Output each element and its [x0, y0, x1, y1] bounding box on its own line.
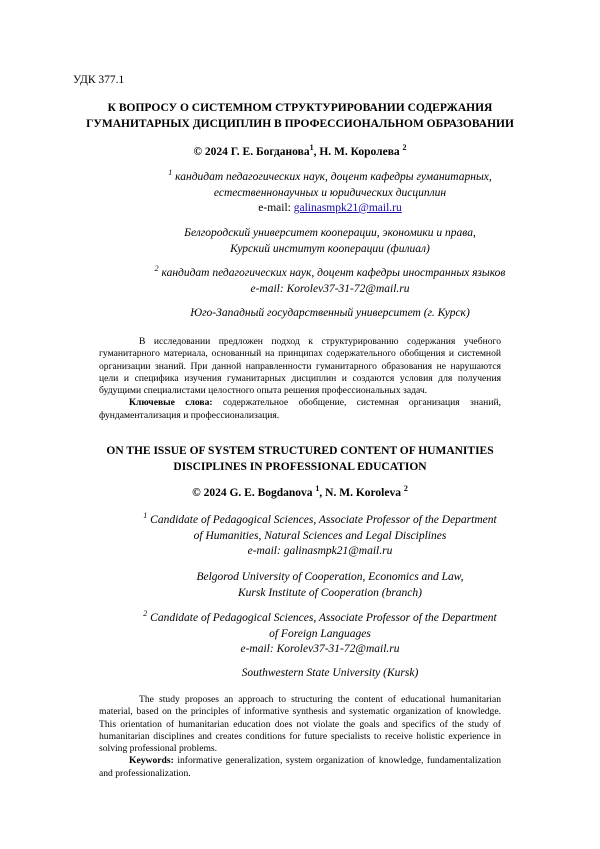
en-aff1-line1: Candidate of Pedagogical Sciences, Associate Professor of the Department — [150, 514, 497, 526]
en-organization-2 — [120, 666, 540, 682]
ru-title — [60, 100, 540, 132]
ru-organization-1 — [120, 226, 540, 257]
ru-aff2-sup: 2 — [154, 264, 159, 274]
ru-org1-line2: Курский институт кооперации (филиал) — [230, 242, 430, 255]
en-title — [60, 443, 540, 475]
en-org1-line1: Belgorod University of Cooperation, Economics and Law, — [196, 571, 464, 583]
en-email1: e-mail: galinasmpk21@mail.ru — [247, 545, 393, 557]
ru-affiliation-1 — [120, 170, 540, 217]
ru-organization-2 — [120, 306, 540, 322]
en-author2: , N. M. Koroleva — [319, 487, 401, 499]
ru-abstract-text: В исследовании предложен подход к структурированию содержания учебного гуманитарного материала, основанный на принципах содержательного обобщения и системной организации знаний. При данной направленности гуманитарного образования не нарушаются цели и специфика изучения гуманитарных дисциплин и создаются условия для получения будущими специалистами целостного опыта решения профессиональных задач. — [99, 336, 501, 397]
en-authors — [0, 484, 600, 499]
ru-author2-sup: 2 — [402, 143, 407, 153]
ru-aff2-line1: кандидат педагогических наук, доцент кафедры иностранных языков — [161, 267, 506, 279]
en-author1-sup: 1 — [315, 484, 320, 494]
udk-code: УДК 377.1 — [73, 74, 125, 86]
en-aff2-line2: of Foreign Languages — [269, 627, 371, 640]
ru-aff1-line1: кандидат педагогических наук, доцент кафедры гуманитарных, — [175, 171, 492, 183]
en-org2: Southwestern State University (Kursk) — [241, 667, 419, 679]
en-aff2-sup: 2 — [143, 609, 148, 619]
en-title-line1: ON THE ISSUE OF SYSTEM STRUCTURED CONTENT OF HUMANITIES — [106, 445, 494, 457]
en-affiliation-1 — [100, 513, 540, 560]
ru-abstract — [99, 336, 501, 422]
ru-keywords-label: Ключевые слова: — [129, 397, 213, 409]
ru-aff1-sup: 1 — [168, 168, 173, 178]
en-organization-1 — [120, 570, 540, 601]
en-author1: © 2024 G. E. Bogdanova — [192, 487, 313, 499]
en-keywords: informative generalization, system organization of knowledge, fundamentalization and professionalization. — [99, 755, 501, 779]
ru-affiliation-2 — [120, 266, 540, 297]
ru-author1-sup: 1 — [309, 143, 314, 153]
en-aff2-line1: Candidate of Pedagogical Sciences, Associate Professor of the Department — [150, 612, 497, 624]
en-aff1-sup: 1 — [143, 511, 148, 521]
en-keywords-label: Keywords: — [129, 755, 174, 767]
en-org1-line2: Kursk Institute of Cooperation (branch) — [238, 586, 422, 599]
ru-email2: e-mail: Korolev37-31-72@mail.ru — [250, 282, 410, 295]
en-author2-sup: 2 — [403, 484, 408, 494]
ru-org1-line1: Белгородский университет кооперации, экономики и права, — [184, 227, 476, 239]
en-abstract — [99, 694, 501, 780]
ru-title-line2: ГУМАНИТАРНЫХ ДИСЦИПЛИН В ПРОФЕССИОНАЛЬНОМ ОБРАЗОВАНИИ — [86, 118, 514, 130]
en-email2: e-mail: Korolev37-31-72@mail.ru — [240, 643, 400, 655]
ru-author2: , Н. М. Королева — [313, 146, 400, 158]
ru-author1: © 2024 Г. Е. Богданова — [193, 146, 310, 158]
en-aff1-line2: of Humanities, Natural Sciences and Legal Disciplines — [193, 529, 447, 542]
ru-email1-label: e-mail: — [258, 202, 291, 214]
ru-title-line1: К ВОПРОСУ О СИСТЕМНОМ СТРУКТУРИРОВАНИИ СОДЕРЖАНИЯ — [107, 102, 493, 114]
ru-email1-link[interactable]: galinasmpk21@mail.ru — [293, 202, 402, 214]
en-affiliation-2 — [100, 611, 540, 658]
en-abstract-text: The study proposes an approach to structuring the content of educational humanitarian material, based on the principles of informative synthesis and systematic organization of knowledge. This orientation of humanitarian education does not violate the goals and specifics of the study of humanitarian disciplines and creates conditions for future specialists to receive holistic experience in solving professional problems. — [99, 694, 501, 755]
ru-keywords: содержательное обобщение, системная организация знаний, фундаментализация и профессионализация. — [99, 397, 501, 421]
ru-org2: Юго-Западный государственный университет (г. Курск) — [190, 307, 470, 319]
ru-authors — [0, 143, 600, 158]
ru-aff1-line2: естественнонаучных и юридических дисциплин — [213, 186, 447, 199]
en-title-line2: DISCIPLINES IN PROFESSIONAL EDUCATION — [173, 461, 427, 473]
